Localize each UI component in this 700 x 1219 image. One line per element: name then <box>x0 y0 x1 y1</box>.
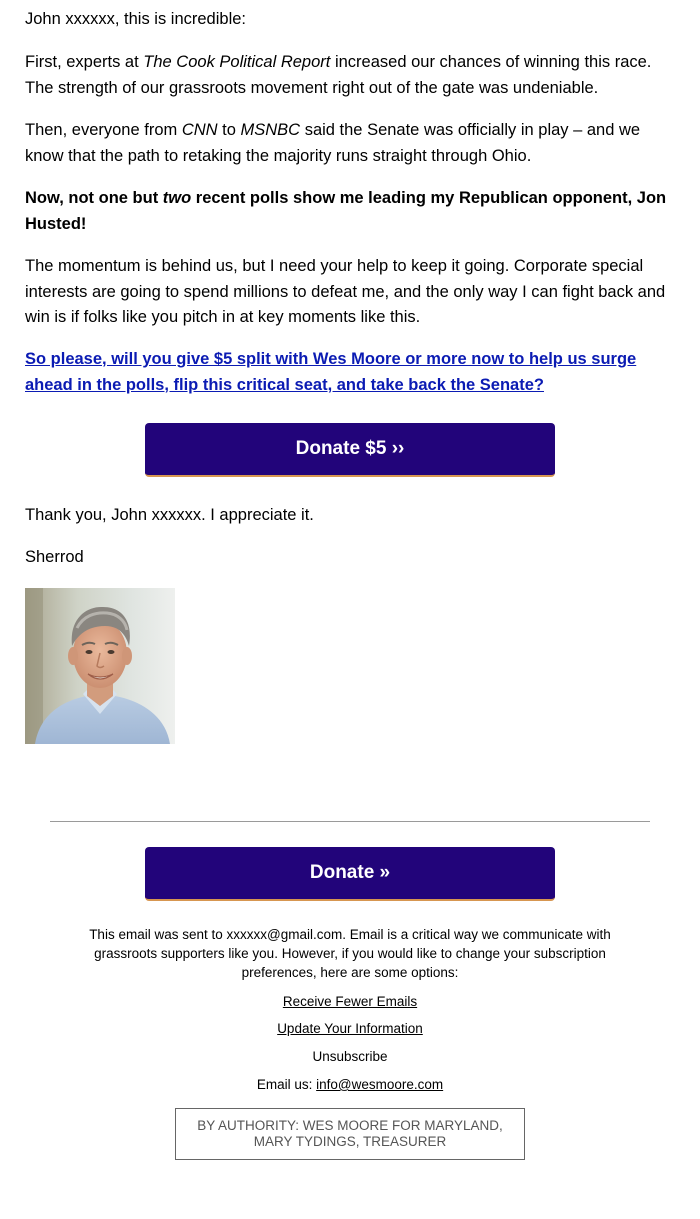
greeting: John xxxxxx, this is incredible: <box>25 10 247 28</box>
email-us-label: Email us: <box>256 1077 317 1092</box>
paid-for-by-disclaimer <box>175 1108 525 1160</box>
paragraph-momentum: The momentum is behind us, but I need your help to keep it going. Corporate special interests are going to spend millions to defeat me, and the only way I can fight back and win is if folks like you pitch in at key moments like this. <box>25 257 666 326</box>
signature: Sherrod <box>25 548 84 566</box>
update-information-row <box>0 1019 700 1038</box>
unsubscribe-row <box>0 1047 700 1066</box>
authority-line-1: BY AUTHORITY: WES MOORE FOR MARYLAND, <box>197 1118 503 1133</box>
thank-you-text: Thank you, John xxxxxx. I appreciate it. <box>25 506 314 524</box>
paragraph-senate-in-play <box>25 118 675 169</box>
donate-5-button[interactable]: Donate $5 ›› <box>145 423 555 477</box>
sherrod-portrait-photo <box>25 588 175 744</box>
footer-divider <box>50 821 650 822</box>
para1-suffix: increased our chances of winning this race. The strength of our grassroots movement right out of the gate was undeniable. <box>25 53 652 97</box>
para2-mid: to <box>217 121 241 139</box>
donate-button[interactable]: Donate » <box>145 847 555 901</box>
para1-italic: The Cook Political Report <box>143 53 331 71</box>
update-information-link[interactable]: Update Your Information <box>277 1021 423 1036</box>
authority-line-2: MARY TYDINGS, TREASURER <box>253 1134 447 1149</box>
para3-italic: two <box>162 189 192 207</box>
receive-fewer-emails-row <box>0 992 700 1011</box>
para3-prefix: Now, not one but <box>25 189 163 207</box>
para2-prefix: Then, everyone from <box>25 121 182 139</box>
email-us-row <box>0 1075 700 1094</box>
receive-fewer-emails-link[interactable]: Receive Fewer Emails <box>282 994 418 1009</box>
para1-prefix: First, experts at <box>25 53 144 71</box>
para2-suffix: said the Senate was officially in play – and we know that the path to retaking the majority runs straight through Ohio. <box>25 121 641 165</box>
para2-italic-msnbc: MSNBC <box>240 121 301 139</box>
donation-ask-link[interactable]: So please, will you give $5 split with Wes Moore or more now to help us surge ahead in the polls, flip this critical seat, and take back the Senate? <box>25 350 637 394</box>
paragraph-polls-leading <box>25 186 675 237</box>
paragraph-cook-report <box>25 50 675 101</box>
para2-italic-cnn: CNN <box>181 121 218 139</box>
contact-email-link[interactable]: info@wesmoore.com <box>316 1077 444 1092</box>
footer-notice: This email was sent to xxxxxx@gmail.com. Email is a critical way we communicate with grassroots supporters like you. However, if you would like to change your subscription preferences, here are some options: <box>89 927 611 980</box>
para3-suffix: recent polls show me leading my Republican opponent, Jon Husted! <box>25 189 667 233</box>
unsubscribe-link[interactable]: Unsubscribe <box>312 1049 388 1064</box>
